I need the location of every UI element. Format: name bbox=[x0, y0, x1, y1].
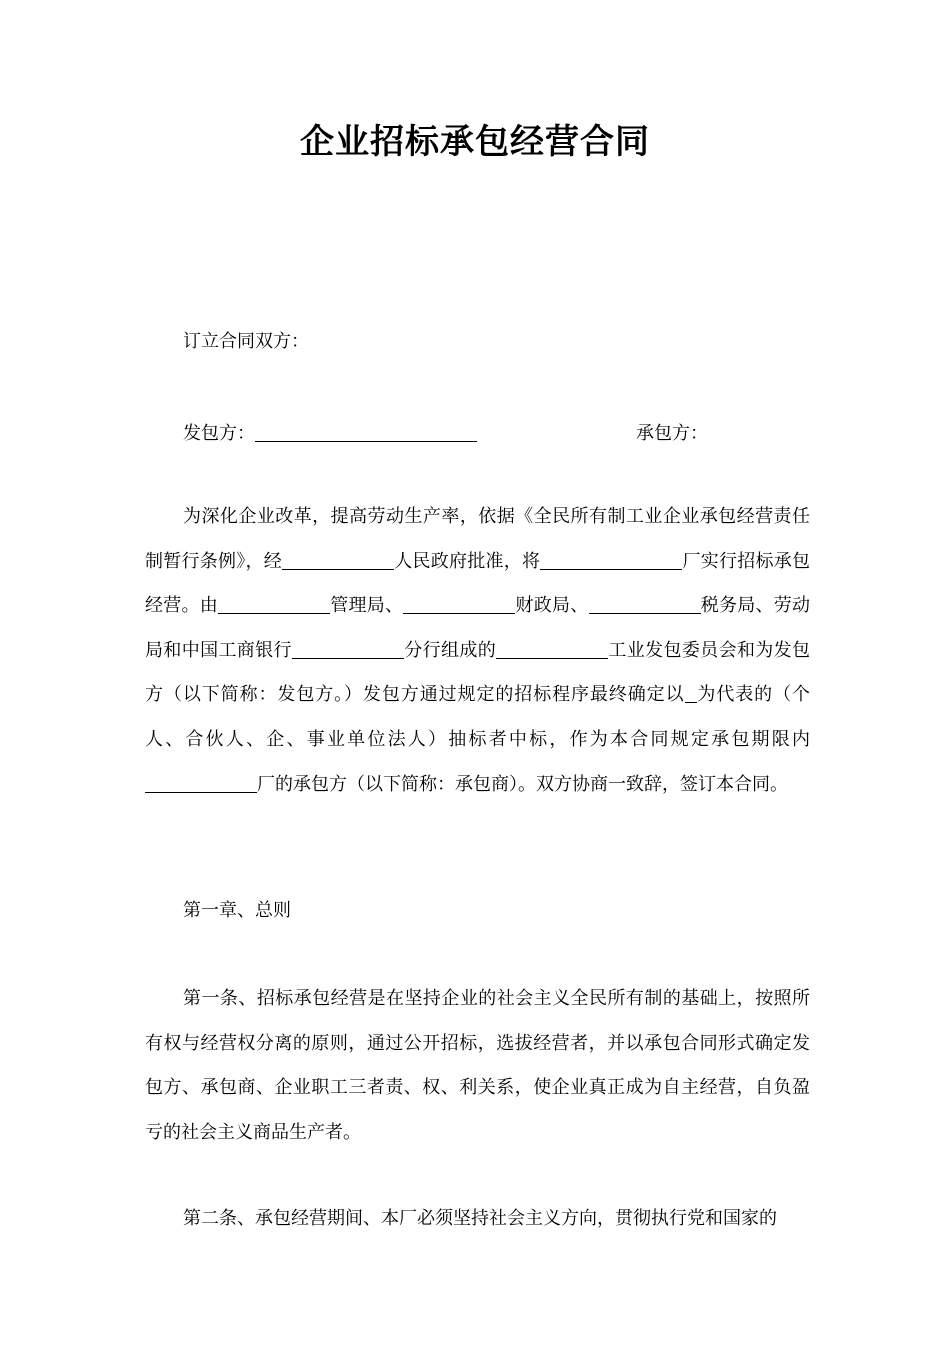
preamble-text-1: 为深化企业改革，提高劳动生产率，依据《全民所有制工业企业承包经营责任制暂行条例》，经 bbox=[145, 506, 810, 572]
preamble-text-7: 分行组成的 bbox=[403, 639, 497, 661]
preamble-text-10: 厂的承包方（以下简称：承包商）。双方协商一致辞，签订本合同。 bbox=[257, 773, 788, 795]
preamble-paragraph bbox=[145, 495, 810, 807]
preamble-text-3: 厂实行招标承包经营。由 bbox=[145, 550, 810, 617]
parties-heading: 订立合同双方： bbox=[183, 331, 309, 352]
article-2: 第二条、承包经营期间、本厂必须坚持社会主义方向，贯彻执行党和国家的 bbox=[183, 1208, 777, 1229]
preamble-text-5: 财政局、 bbox=[515, 595, 589, 617]
document-title: 企业招标承包经营合同 bbox=[300, 122, 650, 162]
preamble-text-6: 税务局、劳动局和中国工商银行 bbox=[145, 595, 810, 661]
issuer-label: 发包方： bbox=[183, 423, 255, 444]
finance-bureau-blank bbox=[403, 593, 515, 614]
bank-branch-blank bbox=[292, 638, 404, 659]
tax-bureau-blank bbox=[589, 593, 701, 614]
chapter-1-heading: 第一章、总则 bbox=[183, 900, 291, 921]
government-blank bbox=[282, 549, 394, 570]
preamble-text-9: 为代表的（个人、合伙人、企、事业单位法人）抽标者中标，作为本合同规定承包期限内 bbox=[145, 684, 811, 750]
preamble-text-2: 人民政府批准，将 bbox=[394, 550, 541, 572]
contract-factory-blank bbox=[145, 772, 257, 793]
article-1: 第一条、招标承包经营是在坚持企业的社会主义全民所有制的基础上，按照所有权与经营权分离的原则，通过公开招标，选拔经营者，并以承包合同形式确定发包方、承包商、企业职工三者责、权、利关系，使企业真正成为自主经营，自负盈亏的社会主义商品生产者。 bbox=[145, 988, 810, 1143]
representative-blank bbox=[685, 682, 697, 703]
factory-blank bbox=[540, 549, 682, 570]
preamble-text-4: 管理局、 bbox=[330, 595, 404, 617]
contractor-label: 承包方： bbox=[636, 423, 708, 444]
preamble-text-8: 工业发包委员会和为发包方（以下简称：发包方。）发包方通过规定的招标程序最终确定以 bbox=[145, 639, 811, 706]
committee-blank bbox=[496, 638, 608, 659]
issuer-blank bbox=[255, 421, 477, 442]
parties-row bbox=[183, 412, 823, 457]
admin-bureau-blank bbox=[218, 593, 330, 614]
